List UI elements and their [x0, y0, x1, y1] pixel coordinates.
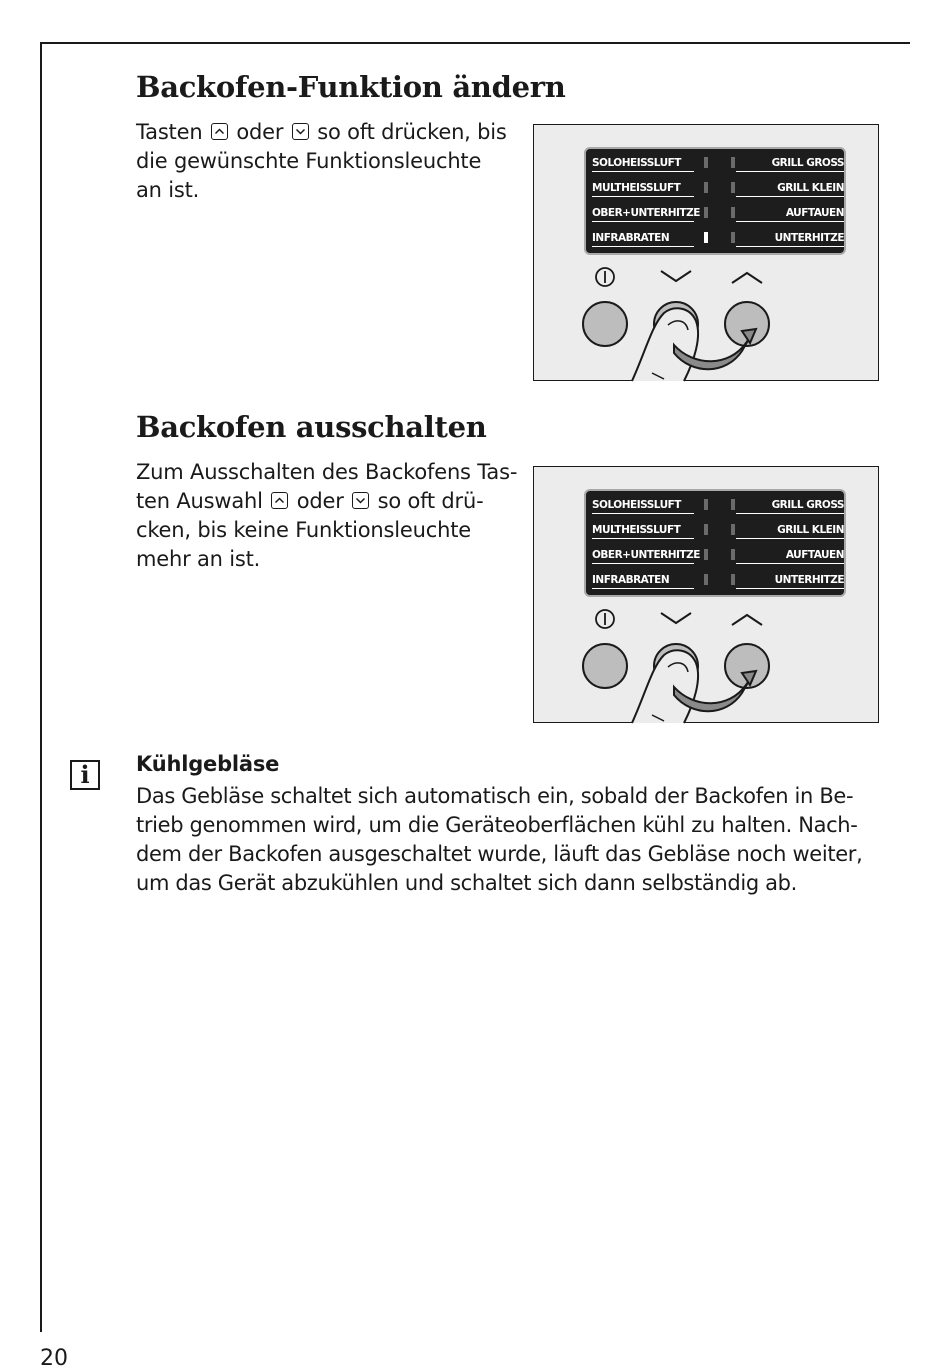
text-line: Das Gebläse schaltet sich automatisch ein, sobald der Backofen in Be- — [136, 784, 854, 808]
control-panel-figure-2 — [533, 466, 879, 723]
text-line: trieb genommen wird, um die Geräteoberflächen kühl zu halten. Nach- — [136, 813, 858, 837]
text-fragment: so oft drü- — [371, 489, 484, 513]
section-title-switch-off: Backofen ausschalten — [136, 410, 487, 444]
text-line: die gewünschte Funktionsleuchte — [136, 149, 482, 173]
text-line — [136, 487, 517, 516]
info-icon: i — [70, 760, 100, 790]
down-key-icon — [352, 492, 369, 509]
page-frame-top-rule — [40, 42, 910, 44]
text-line: mehr an ist. — [136, 547, 261, 571]
up-arrow-symbol-icon — [732, 615, 762, 625]
function-label: SOLOHEISSLUFT — [592, 157, 681, 169]
function-label: AUFTAUEN — [785, 549, 844, 561]
text-fragment: oder — [229, 120, 290, 144]
down-arrow-symbol-icon — [661, 613, 691, 623]
function-label: INFRABRATEN — [592, 574, 670, 586]
page-number: 20 — [40, 1346, 68, 1371]
info-text — [136, 782, 862, 898]
text-fragment: Tasten — [136, 120, 209, 144]
page-frame-left-rule — [40, 42, 42, 1332]
down-key-icon — [292, 123, 309, 140]
on-off-symbol-icon — [596, 268, 614, 286]
on-off-button — [583, 302, 627, 346]
function-label: SOLOHEISSLUFT — [592, 499, 681, 511]
section-text-change-function — [136, 118, 507, 205]
info-title: Kühlgebläse — [136, 752, 280, 776]
function-label: GRILL GROSS — [771, 157, 844, 169]
function-label: GRILL GROSS — [771, 499, 844, 511]
function-label: INFRABRATEN — [592, 232, 670, 244]
section-title-change-function: Backofen-Funktion ändern — [136, 70, 566, 104]
function-label: MULTHEISSLUFT — [592, 524, 681, 536]
finger-illustration — [632, 650, 698, 723]
text-fragment: oder — [290, 489, 351, 513]
text-line: dem der Backofen ausgeschaltet wurde, läuft das Gebläse noch weiter, — [136, 842, 863, 866]
function-label: GRILL KLEIN — [777, 182, 844, 194]
on-off-symbol-icon — [596, 610, 614, 628]
function-label: UNTERHITZE — [774, 574, 844, 586]
on-off-button — [583, 644, 627, 688]
up-key-icon — [211, 123, 228, 140]
finger-illustration — [632, 308, 698, 381]
function-label: AUFTAUEN — [785, 207, 844, 219]
control-panel-figure-1 — [533, 124, 879, 381]
text-fragment: ten Auswahl — [136, 489, 270, 513]
up-arrow-symbol-icon — [732, 273, 762, 283]
text-fragment: so oft drücken, bis — [310, 120, 507, 144]
text-line — [136, 118, 507, 147]
text-line: an ist. — [136, 178, 200, 202]
function-label: GRILL KLEIN — [777, 524, 844, 536]
function-label: MULTHEISSLUFT — [592, 182, 681, 194]
function-label: OBER+UNTERHITZE — [592, 549, 700, 561]
section-text-switch-off — [136, 458, 517, 574]
up-key-icon — [271, 492, 288, 509]
function-label: OBER+UNTERHITZE — [592, 207, 700, 219]
text-line: um das Gerät abzukühlen und schaltet sich dann selbständig ab. — [136, 871, 797, 895]
text-line: cken, bis keine Funktionsleuchte — [136, 518, 471, 542]
down-arrow-symbol-icon — [661, 271, 691, 281]
function-label: UNTERHITZE — [774, 232, 844, 244]
text-line: Zum Ausschalten des Backofens Tas- — [136, 460, 518, 484]
